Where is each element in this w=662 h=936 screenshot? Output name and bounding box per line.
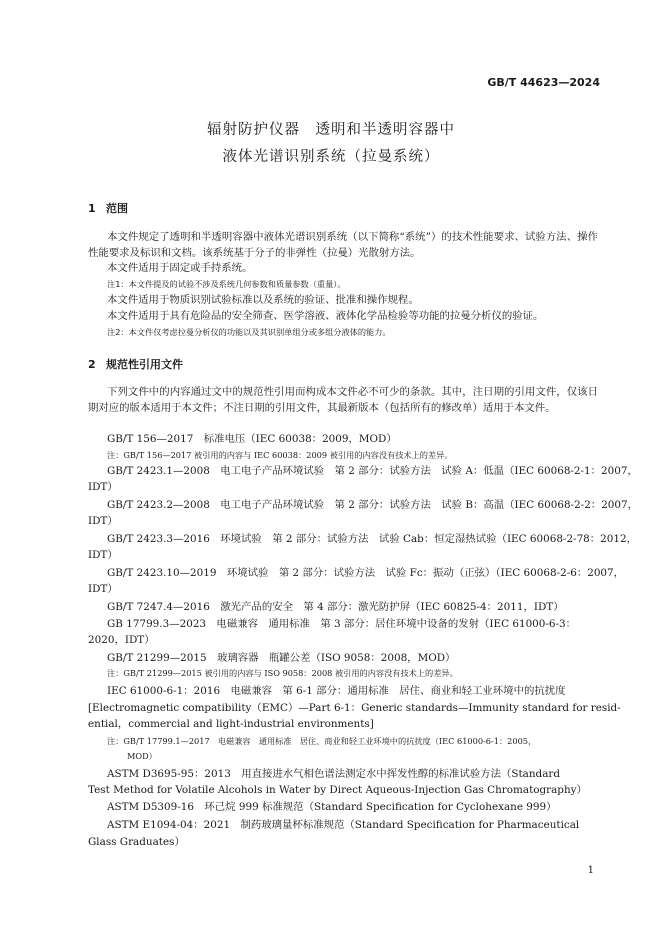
- note-label: 注：: [107, 450, 124, 460]
- reference-gbt21299: GB/T 21299—2015 玻璃容器 瓶罐公差（ISO 9058：2008，MOD）: [107, 652, 456, 664]
- reference-gbt156: GB/T 156—2017 标准电压（IEC 60038：2009，MOD）: [107, 433, 397, 445]
- reference-gbt2423-2: GB/T 2423.2—2008 电工电子产品环境试验 第 2 部分：试验方法 试验 B：高温（IEC 60068-2-2：2007，: [107, 499, 639, 511]
- normative-intro-paragraph: 下列文件中的内容通过文中的规范性引用而构成本文件必不可少的条款。其中，注日期的引用文件，仅该日期对应的版本适用于本文件；不注日期的引用文件，其最新版本（包括所有的修改单）适用于本文件。: [88, 386, 598, 414]
- section-number: 1: [88, 202, 96, 215]
- section-number: 2: [88, 358, 96, 371]
- page-number: 1: [587, 865, 594, 876]
- reference-note: [107, 449, 598, 462]
- note-text: GB/T 21299—2015 被引用的内容与 ISO 9058：2008 被引用的内容没有技术上的差异。: [123, 668, 458, 678]
- reference-gb17799-3: GB 17799.3—2023 电磁兼容 通用标准 第 3 部分：居住环境中设备的发射（IEC 61000-6-3：: [107, 618, 577, 630]
- reference-iec61000-6-1-cont2: ential，commercial and light-industrial environments]: [88, 718, 374, 730]
- note-text: 本文件仅考虑拉曼分析仪的功能以及其识别单组分或多组分液体的能力。: [128, 327, 391, 337]
- section-title: 规范性引用文件: [106, 358, 183, 371]
- reference-gbt7247-4: GB/T 7247.4—2016 激光产品的安全 第 4 部分：激光防护屏（IEC 60825-4：2011，IDT）: [107, 601, 564, 613]
- document-title-line2: 液体光谱识别系统（拉曼系统）: [222, 149, 440, 165]
- reference-iec61000-6-1-cont: [Electromagnetic compatibility（EMC）—Part 6-1：Generic standards—Immunity standard for resid-: [88, 702, 621, 714]
- scope-applicability-fixed: 本文件适用于固定或手持系统。: [107, 262, 253, 274]
- reference-gbt2423-3: GB/T 2423.3—2016 环境试验 第 2 部分：试验方法 试验 Cab：恒定湿热试验（IEC 60068-2-78：2012，: [107, 533, 638, 545]
- reference-gbt2423-1: GB/T 2423.1—2008 电工电子产品环境试验 第 2 部分：试验方法 试验 A：低温（IEC 60068-2-1：2007，: [107, 465, 638, 477]
- note-1: [107, 278, 598, 291]
- standard-code: GB/T 44623—2024: [487, 76, 600, 89]
- reference-gb17799-3-cont: 2020，IDT）: [88, 634, 155, 646]
- note-label: 注：: [107, 668, 124, 678]
- reference-astm-d5309: ASTM D5309-16 环己烷 999 标准规范（Standard Specification for Cyclohexane 999）: [107, 801, 557, 813]
- scope-applicability-verification: 本文件适用于物质识别试验标准以及系统的验证、批准和操作规程。: [107, 294, 419, 306]
- note-2: [107, 326, 598, 339]
- note-label: 注2：: [107, 327, 129, 337]
- reference-note-cont: MOD）: [127, 751, 157, 761]
- section-1-heading: [88, 200, 128, 216]
- reference-astm-e1094-cont: Glass Graduates）: [88, 836, 185, 848]
- note-label: 注：: [107, 736, 124, 746]
- reference-astm-d3695-cont: Test Method for Volatile Alcohols in Water by Direct Aqueous-Injection Gas Chromatography）: [88, 784, 587, 796]
- reference-astm-d3695: ASTM D3695-95：2013 用直接进水气相色谱法测定水中挥发性醇的标准试验方法（Standard: [107, 768, 561, 780]
- reference-gbt2423-10: GB/T 2423.10—2019 环境试验 第 2 部分：试验方法 试验 Fc：振动（正弦）（IEC 60068-2-6：2007，: [107, 567, 625, 579]
- reference-note: [107, 735, 598, 748]
- reference-astm-e1094: ASTM E1094-04：2021 制药玻璃量杯标准规范（Standard Specification for Pharmaceutical: [107, 819, 580, 831]
- reference-iec61000-6-1: IEC 61000-6-1：2016 电磁兼容 第 6-1 部分：通用标准 居住、商业和轻工业环境中的抗扰度: [107, 685, 566, 697]
- note-label: 注1：: [107, 279, 129, 289]
- note-text: GB/T 156—2017 被引用的内容与 IEC 60038：2009 被引用的内容没有技术上的差异。: [123, 450, 453, 460]
- section-2-heading: [88, 356, 183, 372]
- scope-applicability-analyzers: 本文件适用于具有危险品的安全筛查、医学溶液、液体化学品检验等功能的拉曼分析仪的验证。: [107, 310, 544, 322]
- section-title: 范围: [106, 202, 128, 215]
- reference-gbt2423-2-cont: IDT）: [88, 515, 118, 527]
- document-title-line1: 辐射防护仪器 透明和半透明容器中: [207, 122, 455, 138]
- note-text: GB/T 17799.1—2017 电磁兼容 通用标准 居住、商业和轻工业环境中的抗扰度（IEC 61000-6-1：2005，: [123, 736, 537, 746]
- note-text: 本文件提及的试验不涉及系统几何参数和质量参数（重量）。: [128, 279, 346, 289]
- reference-note: [107, 667, 598, 680]
- reference-gbt2423-3-cont: IDT）: [88, 549, 118, 561]
- reference-gbt2423-10-cont: IDT）: [88, 583, 118, 595]
- scope-paragraph: 本文件规定了透明和半透明容器中液体光谱识别系统（以下简称“系统”）的技术性能要求、试验方法、操作性能要求及标识和文档。该系统基于分子的非弹性（拉曼）光散射方法。: [88, 231, 598, 259]
- reference-gbt2423-1-cont: IDT）: [88, 481, 118, 493]
